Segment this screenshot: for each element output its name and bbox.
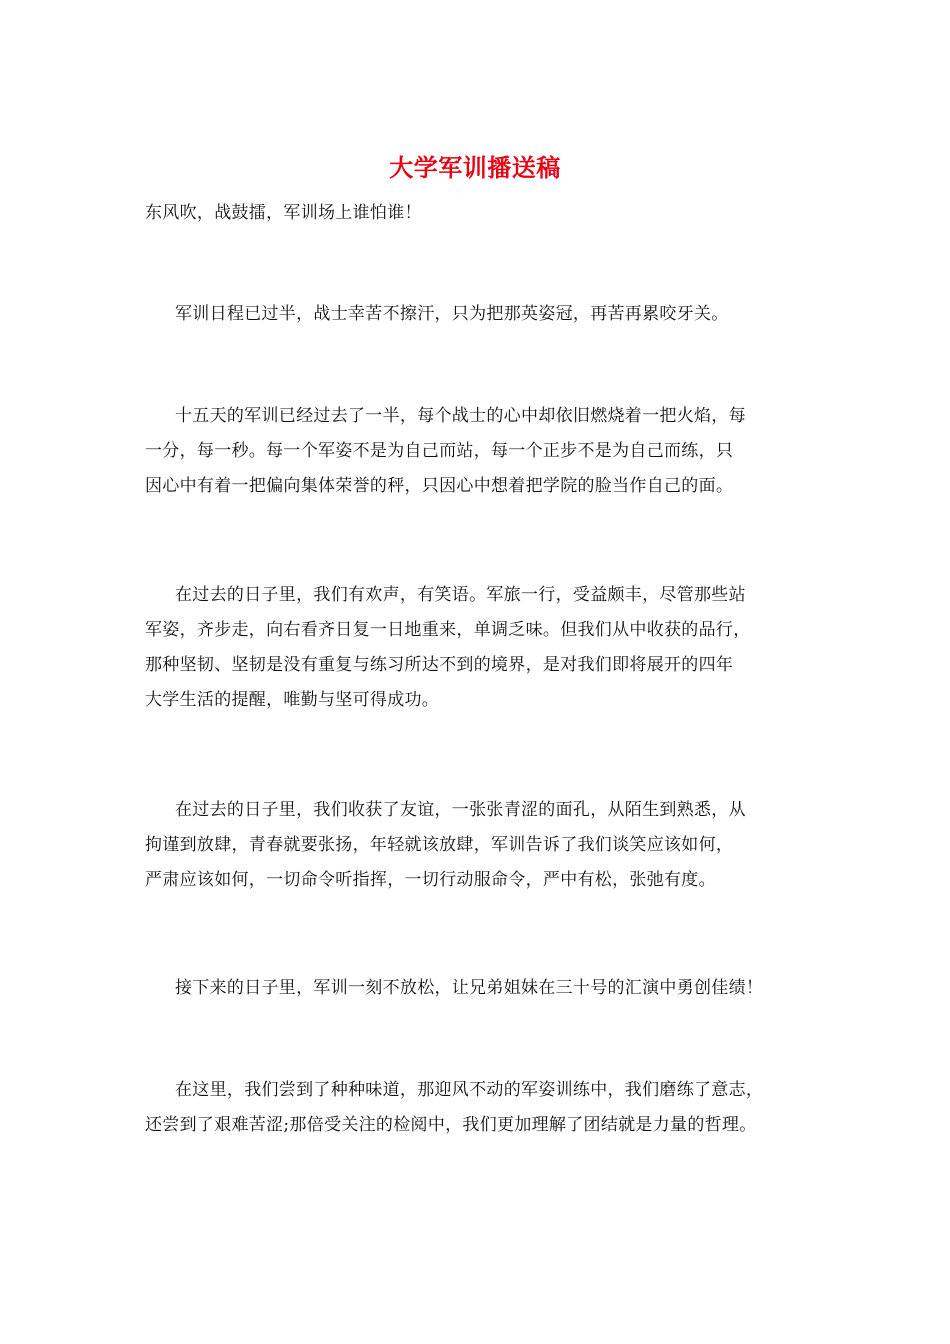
paragraph-line: 大学生活的提醒，唯勤与坚可得成功。 bbox=[145, 690, 440, 710]
paragraph-6 bbox=[145, 971, 825, 1006]
paragraph-7 bbox=[145, 1073, 825, 1143]
document-title: 大学军训播送稿 bbox=[389, 153, 561, 182]
paragraph-line: 军姿，齐步走，向右看齐日复一日地重来，单调乏味。但我们从中收获的品行， bbox=[145, 620, 751, 640]
paragraph-line: 那种坚韧、坚韧是没有重复与练习所达不到的境界，是对我们即将展开的四年 bbox=[145, 655, 734, 675]
paragraph-line: 严肃应该如何，一切命令听指挥，一切行动服命令，严中有松，张弛有度。 bbox=[145, 870, 716, 890]
paragraph-4 bbox=[145, 578, 825, 718]
paragraph-line: 在过去的日子里，我们有欢声，有笑语。军旅一行，受益颇丰，尽管那些站 bbox=[175, 585, 746, 605]
paragraph-line: 十五天的军训已经过去了一半，每个战士的心中却依旧燃烧着一把火焰，每 bbox=[175, 406, 746, 426]
paragraph-line: 在过去的日子里，我们收获了友谊，一张张青涩的面孔，从陌生到熟悉，从 bbox=[175, 800, 746, 820]
paragraph-line: 一分，每一秒。每一个军姿不是为自己而站，每一个正步不是为自己而练，只 bbox=[145, 441, 734, 461]
paragraph-line: 在这里，我们尝到了种种味道，那迎风不动的军姿训练中，我们磨练了意志， bbox=[175, 1080, 764, 1100]
paragraph-3 bbox=[145, 399, 825, 504]
paragraph-1 bbox=[145, 196, 825, 231]
paragraph-line: 接下来的日子里，军训一刻不放松，让兄弟姐妹在三十号的汇演中勇创佳绩！ bbox=[175, 978, 764, 998]
paragraph-line: 还尝到了艰难苦涩;那倍受关注的检阅中，我们更加理解了团结就是力量的哲理。 bbox=[145, 1115, 757, 1135]
paragraph-line: 拘谨到放肆，青春就要张扬，年轻就该放肆，军训告诉了我们谈笑应该如何， bbox=[145, 835, 734, 855]
paragraph-line: 东风吹，战鼓擂，军训场上谁怕谁！ bbox=[145, 203, 422, 223]
paragraph-line: 因心中有着一把偏向集体荣誉的秤，只因心中想着把学院的脸当作自己的面。 bbox=[145, 476, 734, 496]
paragraph-5 bbox=[145, 793, 825, 898]
paragraph-2 bbox=[145, 297, 825, 332]
paragraph-line: 军训日程已过半，战士幸苦不擦汗，只为把那英姿冠，再苦再累咬牙关。 bbox=[175, 304, 729, 324]
